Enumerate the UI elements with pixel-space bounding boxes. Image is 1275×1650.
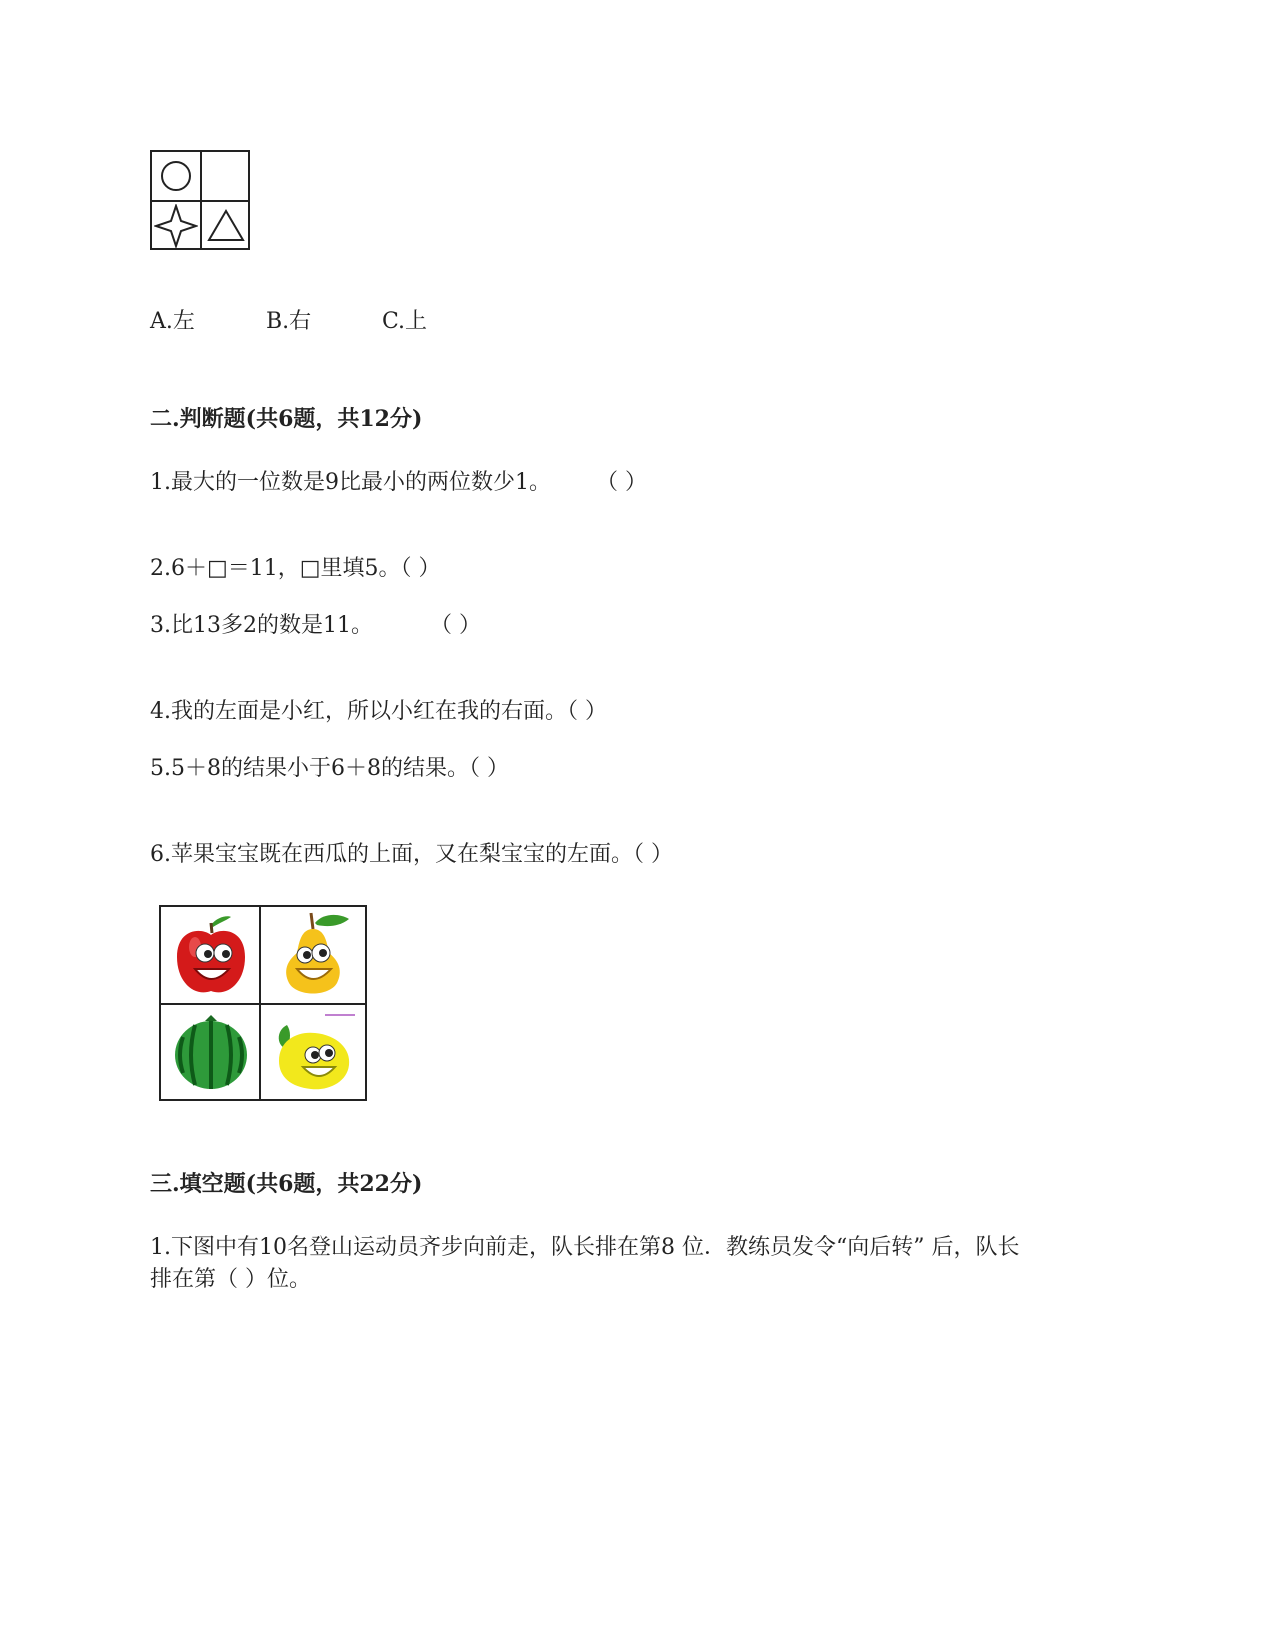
answer-paren: （ ） xyxy=(596,470,647,495)
triangle-icon xyxy=(204,204,248,248)
question-3 xyxy=(150,610,481,642)
question-text: 1.最大的一位数是9比最小的两位数少1。 xyxy=(150,470,551,495)
watermelon-icon xyxy=(169,1009,253,1095)
option-a: A.左 xyxy=(150,309,195,334)
question-5: 5.5＋8的结果小于6＋8的结果。（ ） xyxy=(150,756,509,781)
fill-question-1-line-2: 排在第（ ）位。 xyxy=(150,1267,311,1292)
shape-grid xyxy=(150,150,250,250)
option-b: B.右 xyxy=(266,309,312,334)
answer-paren: （ ） xyxy=(429,613,481,638)
question-4: 4.我的左面是小红，所以小红在我的右面。（ ） xyxy=(150,699,607,724)
question-1 xyxy=(150,467,647,499)
fruit-grid xyxy=(159,905,367,1101)
question-6: 6.苹果宝宝既在西瓜的上面，又在梨宝宝的左面。（ ） xyxy=(150,842,673,867)
grid-divider xyxy=(152,200,248,202)
section-heading: 二.判断题(共6题，共12分) xyxy=(150,406,423,432)
question-2: 2.6＋□＝11，□里填5。（ ） xyxy=(150,556,441,581)
fill-question-1-line-1: 1.下图中有10名登山运动员齐步向前走，队长排在第8 位．教练员发令“向后转” 后，队长 xyxy=(150,1235,1020,1260)
lemon-icon xyxy=(265,1011,357,1095)
grid-divider xyxy=(161,1003,365,1005)
four-point-star-icon xyxy=(154,204,198,248)
apple-icon xyxy=(171,913,251,999)
option-c: C.上 xyxy=(382,309,428,334)
section-heading: 三.填空题(共6题，共22分) xyxy=(150,1171,423,1197)
circle-icon xyxy=(156,156,196,196)
question-text: 3.比13多2的数是11。 xyxy=(150,613,373,638)
pear-icon xyxy=(269,909,357,999)
